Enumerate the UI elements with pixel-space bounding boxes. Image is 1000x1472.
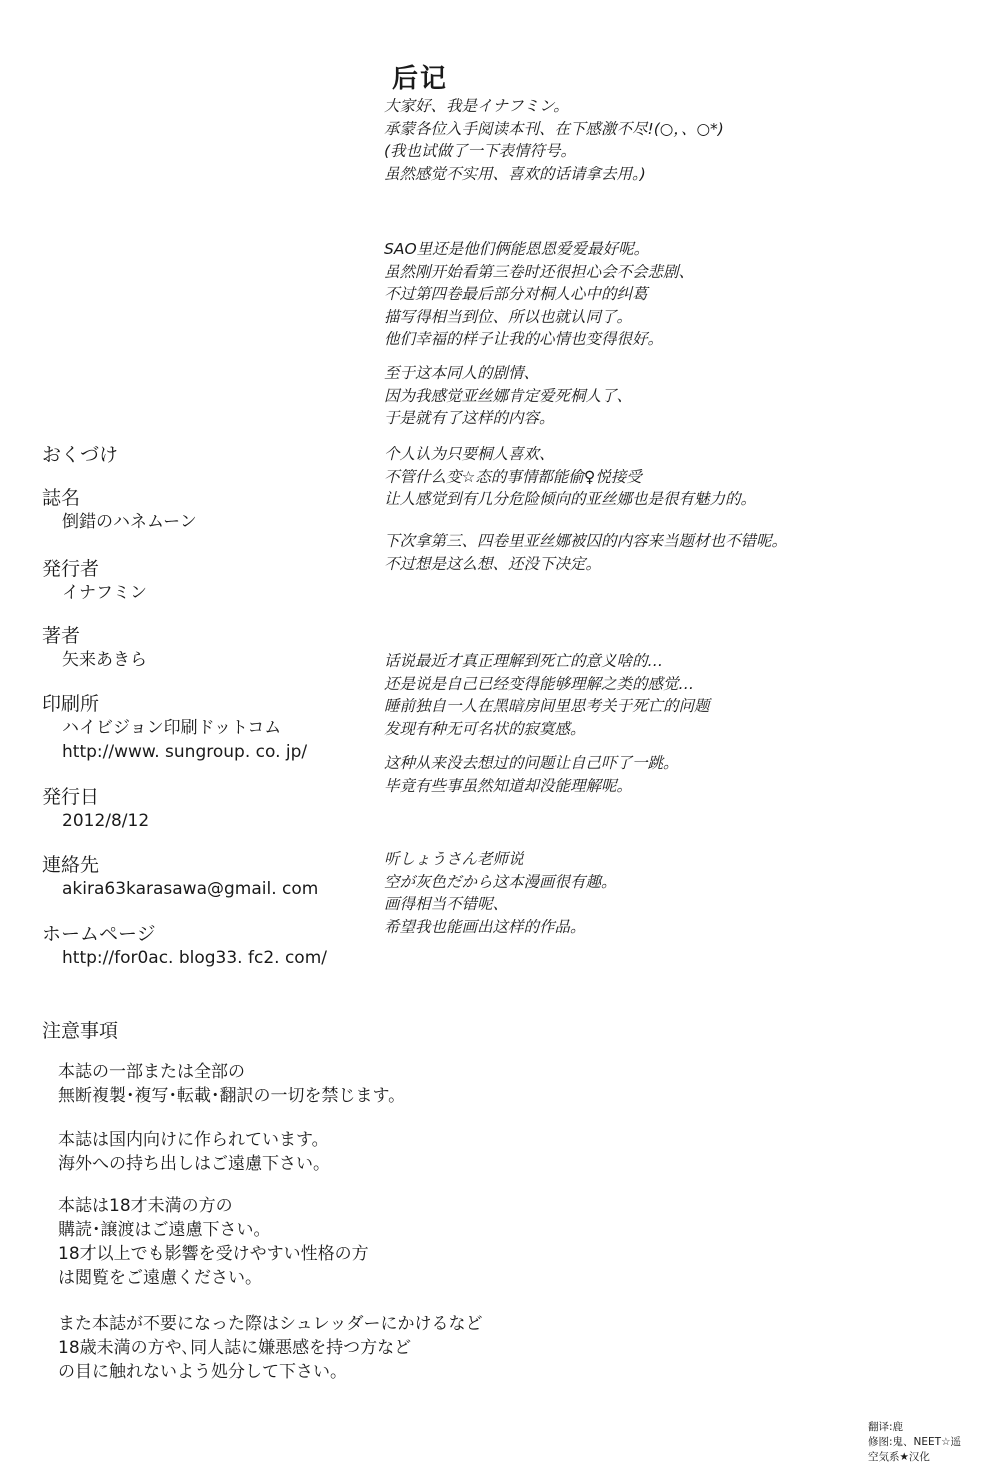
colophon-label: 発行日	[42, 786, 100, 808]
text-line: 本誌は国内向けに作られています。	[58, 1130, 329, 1150]
colophon-value: 倒錯のハネムーン	[62, 512, 197, 532]
text-line: 虽然刚开始看第三卷时还很担心会不会悲剧、	[384, 262, 695, 281]
translation-credits	[868, 1420, 961, 1465]
text-line: 发现有种无可名状的寂寞感。	[384, 719, 586, 738]
text-line: 描写得相当到位、所以也就认同了。	[384, 307, 633, 326]
text-line: 因为我感觉亚丝娜肯定爱死桐人了、	[384, 386, 633, 405]
text-line: 下次拿第三、四卷里亚丝娜被囚的内容来当题材也不错呢。	[384, 532, 788, 550]
text-line: 希望我也能画出这样的作品。	[384, 917, 586, 936]
text-line: 至于这本同人的剧情、	[384, 364, 540, 382]
text-line: の目に触れないよう処分して下さい。	[58, 1362, 347, 1382]
colophon-entry-author	[42, 624, 372, 672]
text-line: 毕竟有些事虽然知道却没能理解呢。	[384, 776, 633, 795]
text-line: 不过想是这么想、还没下决定。	[384, 554, 602, 573]
afterword-paragraph-1	[384, 95, 834, 185]
afterword-paragraph-2	[384, 238, 834, 351]
text-line: 这种从来没去想过的问题让自己吓了一跳。	[384, 754, 679, 772]
text-line: 虽然感觉不实用、喜欢的话请拿去用。)	[384, 164, 646, 183]
text-line: 本誌の一部または全部の	[58, 1062, 245, 1082]
caution-paragraph-1	[58, 1060, 578, 1108]
text-line: 購読･譲渡はご遠慮下さい。	[58, 1220, 271, 1240]
colophon-entry-title	[42, 486, 372, 534]
colophon-label: 著者	[42, 625, 81, 647]
text-line: 不管什么变☆态的事情都能偷♀悦接受	[384, 467, 642, 486]
colophon-entry-printer	[42, 692, 372, 764]
text-line: 话说最近才真正理解到死亡的意义啥的…	[384, 652, 664, 670]
text-line: 让人感觉到有几分危险倾向的亚丝娜也是很有魅力的。	[384, 490, 757, 508]
colophon-entry-date	[42, 785, 372, 833]
colophon-url[interactable]: http://for0ac. blog33. fc2. com/	[62, 948, 327, 968]
afterword-title: 后记	[392, 64, 449, 94]
text-line: 承蒙各位入手阅读本刊、在下感激不尽!(○，、○*)	[384, 119, 724, 138]
caution-heading: 注意事項	[42, 1020, 119, 1042]
colophon-entry-publisher	[42, 557, 372, 605]
text-line: 个人认为只要桐人喜欢、	[384, 445, 555, 463]
colophon-label: 連絡先	[42, 854, 100, 876]
colophon-entry-contact	[42, 853, 372, 901]
text-line: 他们幸福的样子让我的心情也变得很好。	[384, 330, 664, 348]
text-line: (我也试做了一下表情符号。	[384, 142, 577, 160]
colophon-value: イナフミン	[62, 583, 147, 603]
colophon-label: ホームページ	[42, 923, 156, 945]
caution-paragraph-2	[58, 1128, 578, 1176]
text-line: は閲覧をご遠慮ください。	[58, 1268, 262, 1288]
caution-paragraph-4	[58, 1312, 578, 1384]
afterword-paragraph-4	[384, 443, 834, 511]
text-line: 18才以上でも影響を受けやすい性格の方	[58, 1244, 369, 1264]
afterword-paragraph-7	[384, 752, 834, 797]
text-line: 听しょうさん老师说	[384, 850, 524, 868]
text-line: 海外への持ち出しはご遠慮下さい。	[58, 1154, 330, 1174]
text-line: 画得相当不错呢、	[384, 895, 509, 913]
colophon-url[interactable]: http://www. sungroup. co. jp/	[62, 742, 308, 762]
afterword-paragraph-5	[384, 530, 834, 575]
colophon-value: 2012/8/12	[62, 811, 150, 831]
afterword-paragraph-6	[384, 650, 834, 740]
text-line: 睡前独自一人在黑暗房间里思考关于死亡的问题	[384, 697, 710, 715]
colophon-label: 印刷所	[42, 693, 100, 715]
text-line: 于是就有了这样的内容。	[384, 409, 555, 427]
afterword-paragraph-3	[384, 362, 834, 430]
credit-line: 空気系★汉化	[868, 1451, 930, 1463]
colophon-heading: おくづけ	[42, 444, 119, 466]
text-line: 無断複製･複写･転載･翻訳の一切を禁じます。	[58, 1086, 406, 1106]
text-line: 本誌は18才未満の方の	[58, 1196, 233, 1216]
credit-line: 翻译:鹿	[868, 1421, 904, 1433]
colophon-label: 発行者	[42, 558, 100, 580]
colophon-value: 矢来あきら	[62, 650, 147, 670]
text-line: 空が灰色だから这本漫画很有趣。	[384, 872, 617, 891]
text-line: また本誌が不要になった際はシュレッダーにかけるなど	[58, 1314, 483, 1334]
text-line: 还是说是自己已经变得能够理解之类的感觉…	[384, 674, 695, 693]
credit-line: 修图:鬼、NEET☆遥	[868, 1436, 961, 1448]
caution-paragraph-3	[58, 1194, 578, 1290]
colophon-entry-homepage	[42, 922, 372, 970]
colophon-value: ハイビジョン印刷ドットコム	[62, 718, 282, 738]
text-line: 18歳未満の方や､同人誌に嫌悪感を持つ方など	[58, 1338, 412, 1358]
text-line: 不过第四卷最后部分对桐人心中的纠葛	[384, 285, 648, 303]
text-line: 大家好、我是イナフミン。	[384, 97, 569, 115]
afterword-paragraph-8	[384, 848, 834, 938]
colophon-label: 誌名	[42, 487, 81, 509]
text-line: SAO里还是他们俩能恩恩爱爱最好呢。	[384, 240, 650, 258]
colophon-email[interactable]: akira63karasawa@gmail. com	[62, 879, 319, 899]
